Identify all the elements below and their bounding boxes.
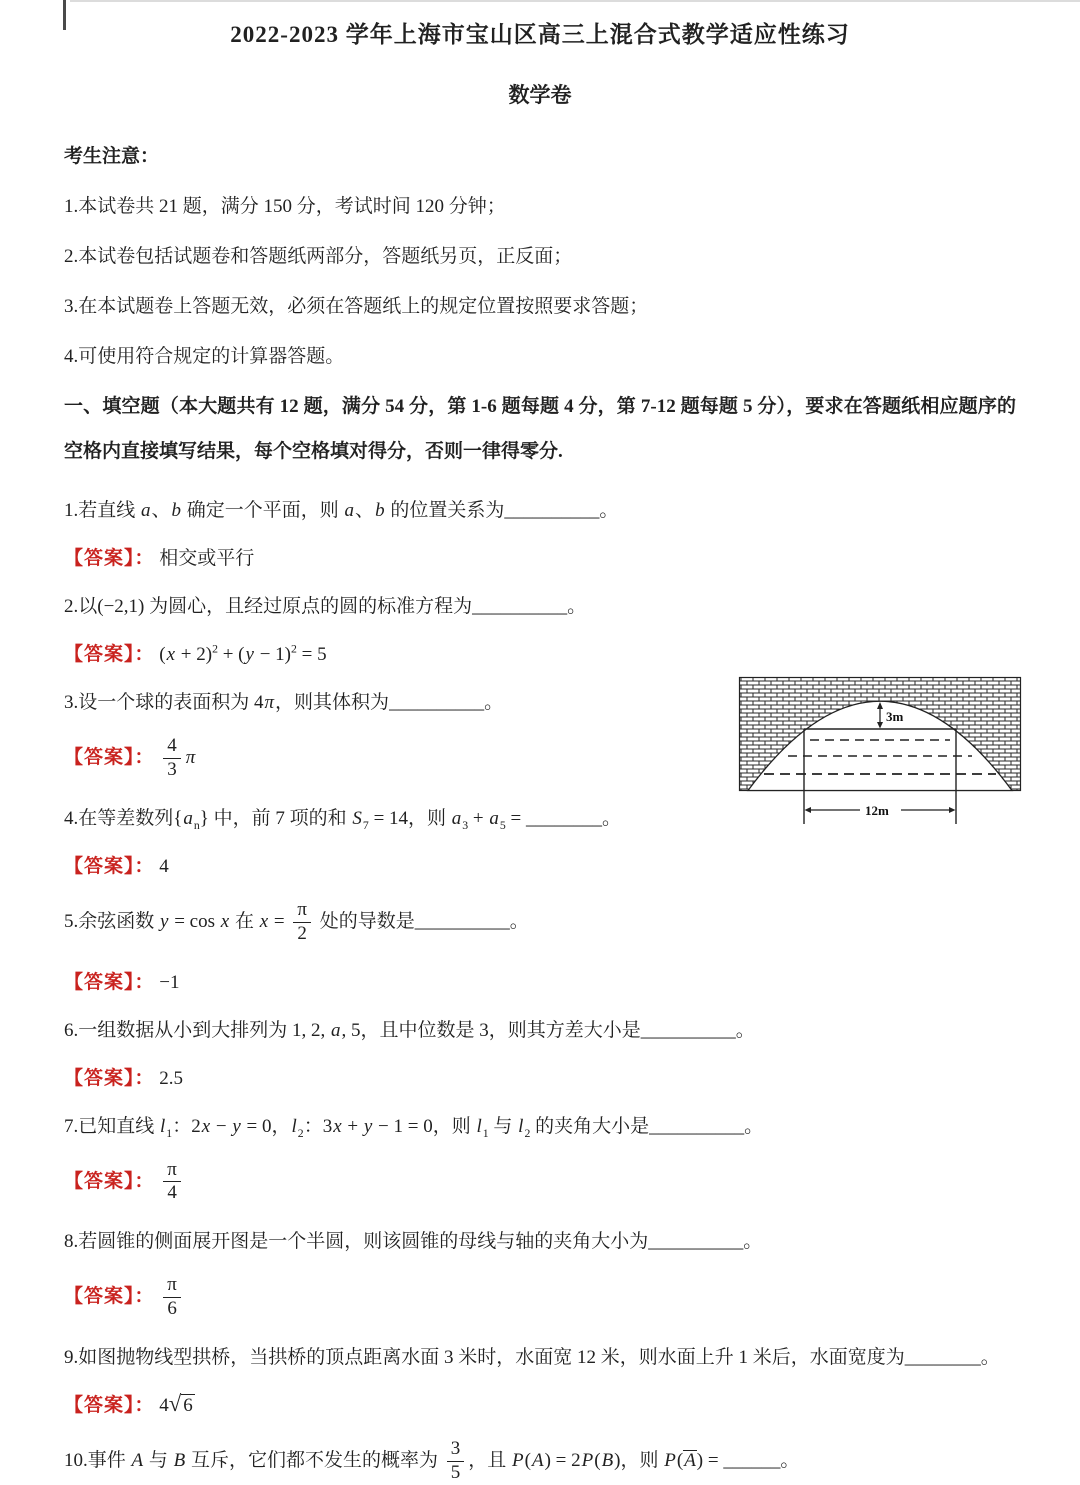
answer-1 bbox=[64, 543, 1016, 570]
math-text: 互斥，它们都不发生的概率为 bbox=[186, 1449, 443, 1471]
notice-item-4: 4.可使用符合规定的计算器答题。 bbox=[64, 346, 345, 367]
notice-item-2: 2.本试卷包括试题卷和答题纸两部分，答题纸另页，正反面； bbox=[64, 246, 573, 267]
fraction-denominator: 4 bbox=[167, 1182, 177, 1204]
math-text: 。 bbox=[744, 1115, 764, 1137]
math-text: − 1) bbox=[254, 644, 291, 665]
math-text: 与 bbox=[488, 1115, 518, 1137]
math-text: = cos bbox=[169, 910, 220, 932]
math-text: ( bbox=[524, 1449, 531, 1471]
math-variable: B bbox=[601, 1449, 614, 1471]
math-text: 1.若直线 bbox=[64, 500, 141, 521]
math-variable: x bbox=[333, 1115, 342, 1137]
math-text: 、 bbox=[355, 500, 375, 521]
math-text: __________ bbox=[504, 500, 600, 521]
math-text: 。 bbox=[735, 1019, 755, 1041]
math-subscript: 2 bbox=[524, 1126, 531, 1140]
math-variable: P bbox=[581, 1449, 594, 1471]
math-fraction bbox=[163, 1275, 181, 1320]
math-text: 为圆心，且经过原点的圆的标准方程为 bbox=[144, 596, 473, 617]
math-text: + bbox=[342, 1115, 363, 1137]
math-text: 4.在等差数列 bbox=[64, 807, 174, 829]
math-text: + ( bbox=[217, 644, 245, 665]
answer-8 bbox=[64, 1274, 1016, 1321]
math-text: , 5，且中位数是 3，则其方差大小是 bbox=[341, 1019, 641, 1041]
math-text: ：3 bbox=[303, 1115, 333, 1137]
answer-7 bbox=[64, 1159, 1016, 1206]
math-text: 2.以 bbox=[64, 596, 98, 617]
math-text: 。 bbox=[509, 910, 529, 932]
math-text: 在 bbox=[230, 910, 259, 932]
math-text: (−2,1) bbox=[97, 596, 145, 617]
math-variable: A bbox=[131, 1449, 144, 1471]
math-text: = bbox=[505, 807, 526, 829]
section-heading: 一、填空题（本大题共有 12 题，满分 54 分，第 1-6 题每题 4 分，第 7-12 题每题 5 分），要求在答题纸相应题序的空格内直接填写结果，每个空格填对得分，否则一律得零分. bbox=[64, 396, 1016, 462]
math-text: = 0， bbox=[241, 1115, 291, 1137]
math-text: ( bbox=[594, 1449, 601, 1471]
math-text: ，则其体积为 bbox=[275, 692, 390, 713]
math-variable: a bbox=[183, 807, 193, 829]
answer-9 bbox=[64, 1390, 1016, 1417]
math-subscript: 2 bbox=[297, 1126, 304, 1140]
math-text: 9.如图抛物线型拱桥，当拱桥的顶点距离水面 3 米时，水面宽 12 米，则水面上升 1 米后，水面宽度为 bbox=[64, 1347, 905, 1369]
answer-label: 【答案】： bbox=[64, 1067, 155, 1089]
answer-5 bbox=[64, 967, 1016, 994]
fraction-denominator: 3 bbox=[167, 758, 177, 780]
notice-item-1: 1.本试卷共 21 题，满分 150 分，考试时间 120 分钟； bbox=[64, 196, 506, 217]
answer-label: 【答案】： bbox=[64, 1395, 155, 1417]
fraction-numerator: π bbox=[163, 1160, 181, 1183]
math-text: ) = 2 bbox=[544, 1449, 581, 1471]
math-variable: a bbox=[141, 500, 151, 521]
math-text: 与 bbox=[144, 1449, 173, 1471]
fraction-numerator: π bbox=[293, 900, 311, 923]
page-subtitle: 数学卷 bbox=[508, 83, 572, 107]
math-fraction bbox=[163, 1160, 181, 1205]
math-variable: y bbox=[160, 910, 169, 932]
math-text: + bbox=[468, 807, 489, 829]
math-subscript: 3 bbox=[462, 818, 469, 832]
math-text: ______ bbox=[723, 1449, 781, 1471]
math-text: = 14，则 bbox=[368, 807, 451, 829]
math-subscript: 7 bbox=[362, 818, 369, 832]
math-text: 。 bbox=[484, 692, 504, 713]
math-variable: l bbox=[476, 1115, 482, 1137]
math-text: − bbox=[211, 1115, 232, 1137]
math-variable: A bbox=[531, 1449, 544, 1471]
question-10 bbox=[64, 1438, 1016, 1485]
math-text: 。 bbox=[780, 1449, 800, 1471]
width-label: 12m bbox=[865, 803, 889, 818]
math-variable: B bbox=[173, 1449, 186, 1471]
math-overline-variable: A bbox=[684, 1449, 696, 1471]
answer-label: 【答案】： bbox=[64, 1170, 155, 1192]
math-text: 的夹角大小是 bbox=[530, 1115, 650, 1137]
math-text: 4 bbox=[159, 855, 169, 877]
math-text: __________ bbox=[472, 596, 568, 617]
math-variable: a bbox=[489, 807, 499, 829]
math-sqrt bbox=[168, 1391, 195, 1417]
question-5 bbox=[64, 899, 1016, 946]
math-text: 。 bbox=[599, 500, 619, 521]
radicand: 6 bbox=[183, 1395, 193, 1417]
math-variable: P bbox=[664, 1449, 676, 1471]
arch-bridge-svg bbox=[738, 676, 1026, 828]
math-subscript: 1 bbox=[482, 1126, 489, 1140]
math-variable: a bbox=[331, 1019, 341, 1041]
math-text: 7.已知直线 bbox=[64, 1115, 160, 1137]
math-text: 处的导数是 bbox=[314, 910, 415, 932]
radical-sign: √ bbox=[168, 1391, 182, 1417]
answer-label: 【答案】： bbox=[64, 746, 155, 768]
notice-heading: 考生注意： bbox=[64, 146, 160, 167]
answer-label: 【答案】： bbox=[64, 548, 155, 569]
answer-label: 【答案】： bbox=[64, 1286, 155, 1308]
answer-6 bbox=[64, 1063, 1016, 1090]
math-text: 确定一个平面，则 bbox=[182, 500, 344, 521]
answer-2 bbox=[64, 639, 1016, 666]
math-variable: l bbox=[160, 1115, 166, 1137]
math-text: − 1 = 0，则 bbox=[373, 1115, 476, 1137]
math-superscript: 2 bbox=[212, 642, 218, 656]
math-text: 。 bbox=[980, 1347, 1000, 1369]
answer-label: 【答案】： bbox=[64, 644, 155, 665]
math-text: 、 bbox=[151, 500, 171, 521]
math-variable: π bbox=[264, 692, 275, 713]
question-7 bbox=[64, 1111, 1016, 1138]
math-variable: a bbox=[451, 807, 462, 829]
question-9 bbox=[64, 1342, 1016, 1369]
fraction-numerator: 4 bbox=[163, 736, 181, 759]
math-variable: π bbox=[185, 746, 196, 768]
math-variable: S bbox=[352, 807, 362, 829]
items bbox=[64, 495, 1016, 1485]
math-text: __________ bbox=[389, 692, 485, 713]
math-text: ________ bbox=[526, 807, 602, 829]
arch-bridge-figure bbox=[738, 676, 1026, 828]
question-1 bbox=[64, 495, 1016, 522]
math-variable: b bbox=[375, 500, 385, 521]
math-text: 3.设一个球的表面积为 4 bbox=[64, 692, 264, 713]
math-fraction bbox=[293, 900, 311, 945]
math-text: __________ bbox=[648, 1231, 744, 1253]
width-arrowhead-right bbox=[949, 807, 956, 813]
math-variable: y bbox=[232, 1115, 241, 1137]
math-text: { bbox=[173, 807, 183, 829]
math-variable: x bbox=[259, 910, 269, 932]
math-subscript: n bbox=[193, 818, 200, 832]
math-text: 。 bbox=[567, 596, 587, 617]
math-text: 5.余弦函数 bbox=[64, 910, 160, 932]
fraction-numerator: π bbox=[163, 1275, 181, 1298]
fraction-denominator: 6 bbox=[167, 1298, 177, 1320]
math-text: 4 bbox=[159, 1395, 169, 1417]
math-fraction bbox=[163, 736, 181, 781]
math-variable: a bbox=[344, 500, 355, 521]
math-text: −1 bbox=[159, 971, 180, 993]
math-text: = bbox=[269, 910, 290, 932]
math-text: 中，前 7 项的和 bbox=[208, 807, 352, 829]
question-8 bbox=[64, 1226, 1016, 1253]
math-text: __________ bbox=[414, 910, 510, 932]
answer-label: 【答案】： bbox=[64, 855, 155, 877]
question-6 bbox=[64, 1015, 1016, 1042]
math-subscript: 1 bbox=[166, 1126, 173, 1140]
fraction-denominator: 2 bbox=[297, 922, 307, 944]
math-variable: l bbox=[518, 1115, 524, 1137]
math-text: ) = bbox=[696, 1449, 724, 1471]
math-variable: P bbox=[512, 1449, 524, 1471]
math-superscript: 2 bbox=[291, 642, 297, 656]
math-variable: y bbox=[363, 1115, 373, 1137]
math-text: ，且 bbox=[468, 1449, 512, 1471]
math-text: + 2) bbox=[176, 644, 213, 665]
fraction-denominator: 5 bbox=[450, 1462, 461, 1484]
math-fraction bbox=[447, 1439, 465, 1484]
math-variable: y bbox=[245, 644, 254, 665]
math-subscript: 5 bbox=[499, 818, 506, 832]
math-variable: x bbox=[220, 910, 230, 932]
math-variable: x bbox=[166, 644, 176, 665]
question-2 bbox=[64, 591, 1016, 618]
math-variable: x bbox=[201, 1115, 211, 1137]
math-text: )，则 bbox=[614, 1449, 664, 1471]
width-arrowhead-left bbox=[805, 807, 812, 813]
math-text: = 5 bbox=[296, 644, 327, 665]
math-text: ________ bbox=[904, 1347, 981, 1369]
math-text: 10.事件 bbox=[64, 1449, 131, 1471]
math-text: ( bbox=[159, 644, 166, 665]
math-variable: l bbox=[291, 1115, 297, 1137]
math-text: ( bbox=[676, 1449, 684, 1471]
notice-item-3: 3.在本试题卷上答题无效，必须在答题纸上的规定位置按照要求答题； bbox=[64, 296, 649, 317]
math-text: 。 bbox=[743, 1231, 763, 1253]
math-text: __________ bbox=[640, 1019, 736, 1041]
math-text: __________ bbox=[649, 1115, 745, 1137]
answer-4 bbox=[64, 851, 1016, 878]
math-text: 相交或平行 bbox=[159, 548, 255, 569]
page-title: 2022-2023 学年上海市宝山区高三上混合式教学适应性练习 bbox=[230, 22, 850, 47]
math-text: ：2 bbox=[172, 1115, 201, 1137]
fraction-numerator: 3 bbox=[447, 1439, 465, 1462]
height-label: 3m bbox=[886, 709, 904, 724]
math-text: } bbox=[199, 807, 209, 829]
math-text: 的位置关系为 bbox=[385, 500, 505, 521]
math-text: 6.一组数据从小到大排列为 1, 2, bbox=[64, 1019, 331, 1041]
math-text: 8.若圆锥的侧面展开图是一个半圆，则该圆锥的母线与轴的夹角大小为 bbox=[64, 1231, 649, 1253]
math-text: 。 bbox=[602, 807, 622, 829]
math-text: 2.5 bbox=[159, 1067, 184, 1089]
math-variable: b bbox=[171, 500, 182, 521]
answer-label: 【答案】： bbox=[64, 971, 155, 993]
